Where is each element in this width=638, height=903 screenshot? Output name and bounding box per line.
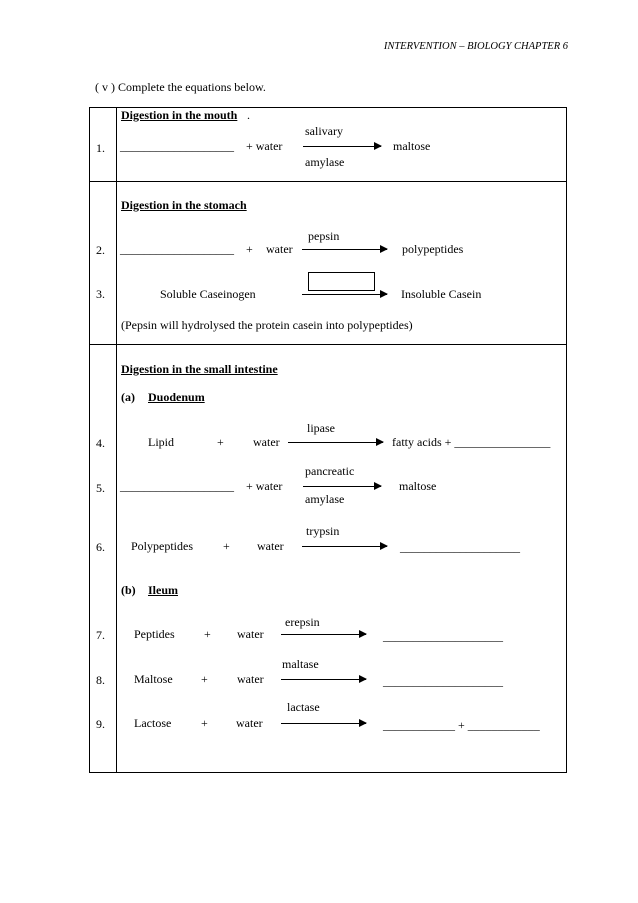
q8-reactant: Maltose: [134, 672, 173, 686]
q8-plus: +: [201, 672, 208, 686]
q5-plus-water: + water: [246, 479, 283, 493]
q6-number: 6.: [96, 540, 105, 554]
q9-reactant: Lactose: [134, 716, 172, 730]
q4-enzyme: lipase: [307, 421, 335, 435]
q1-enzyme-bottom: amylase: [305, 155, 345, 169]
q5-answer-blank[interactable]: ___________________: [120, 479, 234, 493]
q1-product: maltose: [393, 139, 431, 153]
column-divider: [116, 107, 117, 773]
q2-answer-blank[interactable]: ___________________: [120, 242, 234, 256]
q9-product[interactable]: ____________ + ____________: [383, 718, 540, 732]
q7-plus: +: [204, 627, 211, 641]
ileum-heading: Ileum: [148, 583, 178, 597]
q5-number: 5.: [96, 481, 105, 495]
ileum-label: (b): [121, 583, 136, 597]
q4-number: 4.: [96, 436, 105, 450]
q1-enzyme-top: salivary: [305, 124, 343, 138]
q7-enzyme: erepsin: [285, 615, 320, 629]
q9-enzyme: lactase: [287, 700, 320, 714]
q3-enzyme-answer-box[interactable]: [308, 272, 375, 291]
q8-arrow: [281, 679, 366, 680]
q8-water: water: [237, 672, 264, 686]
q7-number: 7.: [96, 628, 105, 642]
mouth-heading-punct: .: [247, 108, 250, 122]
q3-reactant: Soluble Caseinogen: [160, 287, 256, 301]
small-intestine-heading: Digestion in the small intestine: [121, 362, 278, 376]
q2-enzyme: pepsin: [308, 229, 340, 243]
q3-arrow: [302, 294, 387, 295]
stomach-heading: Digestion in the stomach: [121, 198, 247, 212]
q6-product[interactable]: ____________________: [400, 540, 520, 554]
mouth-heading: Digestion in the mouth: [121, 108, 238, 122]
q6-water: water: [257, 539, 284, 553]
q8-product[interactable]: ____________________: [383, 674, 503, 688]
q1-plus-water: + water: [246, 139, 283, 153]
q5-product: maltose: [399, 479, 437, 493]
row-divider-mouth: [89, 181, 567, 182]
q5-enzyme-bottom: amylase: [305, 492, 345, 506]
q6-plus: +: [223, 539, 230, 553]
q2-product: polypeptides: [402, 242, 464, 256]
q9-number: 9.: [96, 717, 105, 731]
q4-reactant: Lipid: [148, 435, 174, 449]
q4-plus: +: [217, 435, 224, 449]
q7-product[interactable]: ____________________: [383, 629, 503, 643]
q2-arrow: [302, 249, 387, 250]
instruction-text: ( v ) Complete the equations below.: [95, 80, 266, 94]
q2-plus: +: [246, 242, 253, 256]
q6-enzyme: trypsin: [306, 524, 340, 538]
q4-product[interactable]: fatty acids + ________________: [392, 435, 551, 449]
duodenum-heading: Duodenum: [148, 390, 205, 404]
duodenum-label: (a): [121, 390, 135, 404]
q8-enzyme: maltase: [282, 657, 319, 671]
q4-arrow: [288, 442, 383, 443]
q5-arrow: [303, 486, 381, 487]
q9-arrow: [281, 723, 366, 724]
q7-arrow: [281, 634, 366, 635]
q2-number: 2.: [96, 243, 105, 257]
row-divider-stomach: [89, 344, 567, 345]
q1-arrow: [303, 146, 381, 147]
q1-number: 1.: [96, 141, 105, 155]
page-header: INTERVENTION – BIOLOGY CHAPTER 6: [383, 41, 568, 52]
q6-reactant: Polypeptides: [131, 539, 193, 553]
q9-plus: +: [201, 716, 208, 730]
q8-number: 8.: [96, 673, 105, 687]
q3-number: 3.: [96, 287, 105, 301]
q7-reactant: Peptides: [134, 627, 175, 641]
q7-water: water: [237, 627, 264, 641]
stomach-note: (Pepsin will hydrolysed the protein casein into polypeptides): [121, 318, 413, 332]
q4-water: water: [253, 435, 280, 449]
q9-water: water: [236, 716, 263, 730]
q3-product: Insoluble Casein: [401, 287, 482, 301]
q2-water: water: [266, 242, 293, 256]
q6-arrow: [302, 546, 387, 547]
q5-enzyme-top: pancreatic: [305, 464, 355, 478]
q1-answer-blank[interactable]: ___________________: [120, 139, 234, 153]
